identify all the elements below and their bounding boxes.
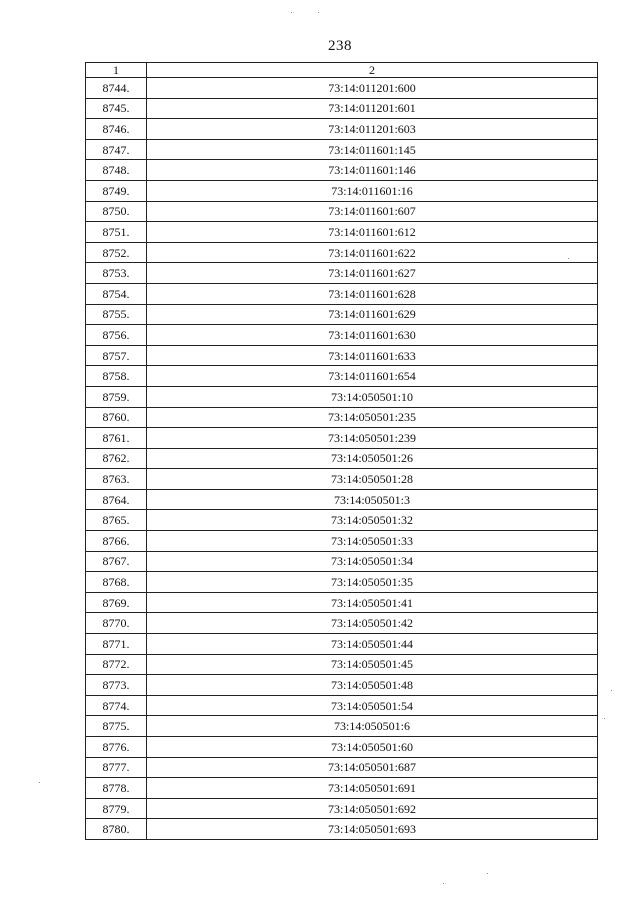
cadastral-number: 73:14:050501:687 (147, 757, 598, 778)
table-row (86, 407, 598, 428)
table-row (86, 428, 598, 449)
table-row (86, 386, 598, 407)
cadastral-number: 73:14:011601:145 (147, 139, 598, 160)
cadastral-number: 73:14:011201:601 (147, 98, 598, 119)
scan-speck (443, 883, 444, 884)
table-row (86, 592, 598, 613)
row-number: 8772. (86, 654, 147, 675)
cadastral-number: 73:14:011601:654 (147, 366, 598, 387)
row-number: 8780. (86, 819, 147, 840)
cadastral-number: 73:14:011601:612 (147, 222, 598, 243)
cadastral-number: 73:14:011201:600 (147, 78, 598, 99)
row-number: 8768. (86, 572, 147, 593)
row-number: 8749. (86, 180, 147, 201)
table-row (86, 139, 598, 160)
cadastral-number: 73:14:050501:692 (147, 798, 598, 819)
table-row (86, 531, 598, 552)
row-number: 8757. (86, 345, 147, 366)
table-row (86, 325, 598, 346)
cadastral-number: 73:14:050501:42 (147, 613, 598, 634)
table-row (86, 180, 598, 201)
cadastral-number: 73:14:050501:34 (147, 551, 598, 572)
table-row (86, 263, 598, 284)
row-number: 8767. (86, 551, 147, 572)
column-header-cadastral: 2 (147, 63, 598, 78)
row-number: 8778. (86, 778, 147, 799)
row-number: 8753. (86, 263, 147, 284)
row-number: 8777. (86, 757, 147, 778)
row-number: 8744. (86, 78, 147, 99)
table-row (86, 119, 598, 140)
row-number: 8747. (86, 139, 147, 160)
table-row (86, 675, 598, 696)
row-number: 8773. (86, 675, 147, 696)
row-number: 8774. (86, 695, 147, 716)
cadastral-number: 73:14:011601:16 (147, 180, 598, 201)
cadastral-number: 73:14:050501:26 (147, 448, 598, 469)
row-number: 8763. (86, 469, 147, 490)
table-row (86, 160, 598, 181)
column-header-number: 1 (86, 63, 147, 78)
cadastral-number: 73:14:011601:622 (147, 242, 598, 263)
row-number: 8764. (86, 489, 147, 510)
cadastral-table (85, 62, 598, 840)
table-header-row (86, 63, 598, 78)
table-row (86, 469, 598, 490)
row-number: 8756. (86, 325, 147, 346)
cadastral-number: 73:14:050501:44 (147, 634, 598, 655)
row-number: 8746. (86, 119, 147, 140)
cadastral-number: 73:14:011601:629 (147, 304, 598, 325)
table-row (86, 345, 598, 366)
row-number: 8751. (86, 222, 147, 243)
row-number: 8759. (86, 386, 147, 407)
table-row (86, 283, 598, 304)
row-number: 8769. (86, 592, 147, 613)
table-row (86, 737, 598, 758)
table-row (86, 634, 598, 655)
cadastral-number: 73:14:050501:235 (147, 407, 598, 428)
row-number: 8776. (86, 737, 147, 758)
cadastral-number: 73:14:011601:627 (147, 263, 598, 284)
cadastral-number: 73:14:011201:603 (147, 119, 598, 140)
scan-speck (318, 12, 319, 13)
cadastral-number: 73:14:050501:28 (147, 469, 598, 490)
cadastral-number: 73:14:011601:630 (147, 325, 598, 346)
table-row (86, 242, 598, 263)
row-number: 8754. (86, 283, 147, 304)
table-row (86, 222, 598, 243)
row-number: 8755. (86, 304, 147, 325)
row-number: 8771. (86, 634, 147, 655)
cadastral-number: 73:14:050501:60 (147, 737, 598, 758)
cadastral-number: 73:14:050501:32 (147, 510, 598, 531)
cadastral-number: 73:14:011601:628 (147, 283, 598, 304)
row-number: 8761. (86, 428, 147, 449)
row-number: 8770. (86, 613, 147, 634)
page-number: 238 (328, 38, 352, 54)
cadastral-number: 73:14:050501:35 (147, 572, 598, 593)
cadastral-number: 73:14:050501:41 (147, 592, 598, 613)
cadastral-number: 73:14:011601:607 (147, 201, 598, 222)
scan-speck (604, 718, 605, 719)
cadastral-number: 73:14:050501:33 (147, 531, 598, 552)
scan-speck (291, 12, 292, 13)
cadastral-number: 73:14:050501:691 (147, 778, 598, 799)
table-row (86, 366, 598, 387)
table-row (86, 448, 598, 469)
table-row (86, 489, 598, 510)
row-number: 8760. (86, 407, 147, 428)
table-row (86, 716, 598, 737)
table-row (86, 654, 598, 675)
row-number: 8748. (86, 160, 147, 181)
row-number: 8745. (86, 98, 147, 119)
cadastral-number: 73:14:050501:693 (147, 819, 598, 840)
cadastral-number: 73:14:050501:6 (147, 716, 598, 737)
row-number: 8779. (86, 798, 147, 819)
row-number: 8766. (86, 531, 147, 552)
cadastral-number: 73:14:050501:54 (147, 695, 598, 716)
cadastral-number: 73:14:050501:239 (147, 428, 598, 449)
table-row (86, 201, 598, 222)
table-row (86, 551, 598, 572)
scan-speck (611, 690, 612, 691)
scan-speck (487, 873, 488, 874)
table-row (86, 819, 598, 840)
table-body (86, 63, 598, 840)
cadastral-number: 73:14:050501:45 (147, 654, 598, 675)
cadastral-number: 73:14:050501:3 (147, 489, 598, 510)
row-number: 8752. (86, 242, 147, 263)
cadastral-number: 73:14:011601:146 (147, 160, 598, 181)
table-row (86, 304, 598, 325)
table-row (86, 78, 598, 99)
table-row (86, 510, 598, 531)
cadastral-number: 73:14:011601:633 (147, 345, 598, 366)
table-row (86, 757, 598, 778)
table-row (86, 613, 598, 634)
cadastral-number: 73:14:050501:48 (147, 675, 598, 696)
cadastral-number: 73:14:050501:10 (147, 386, 598, 407)
table-row (86, 98, 598, 119)
table-row (86, 695, 598, 716)
row-number: 8750. (86, 201, 147, 222)
table-row (86, 778, 598, 799)
table-row (86, 572, 598, 593)
row-number: 8758. (86, 366, 147, 387)
scan-speck (568, 258, 569, 259)
row-number: 8765. (86, 510, 147, 531)
row-number: 8775. (86, 716, 147, 737)
table-row (86, 798, 598, 819)
scan-speck (39, 782, 40, 783)
row-number: 8762. (86, 448, 147, 469)
